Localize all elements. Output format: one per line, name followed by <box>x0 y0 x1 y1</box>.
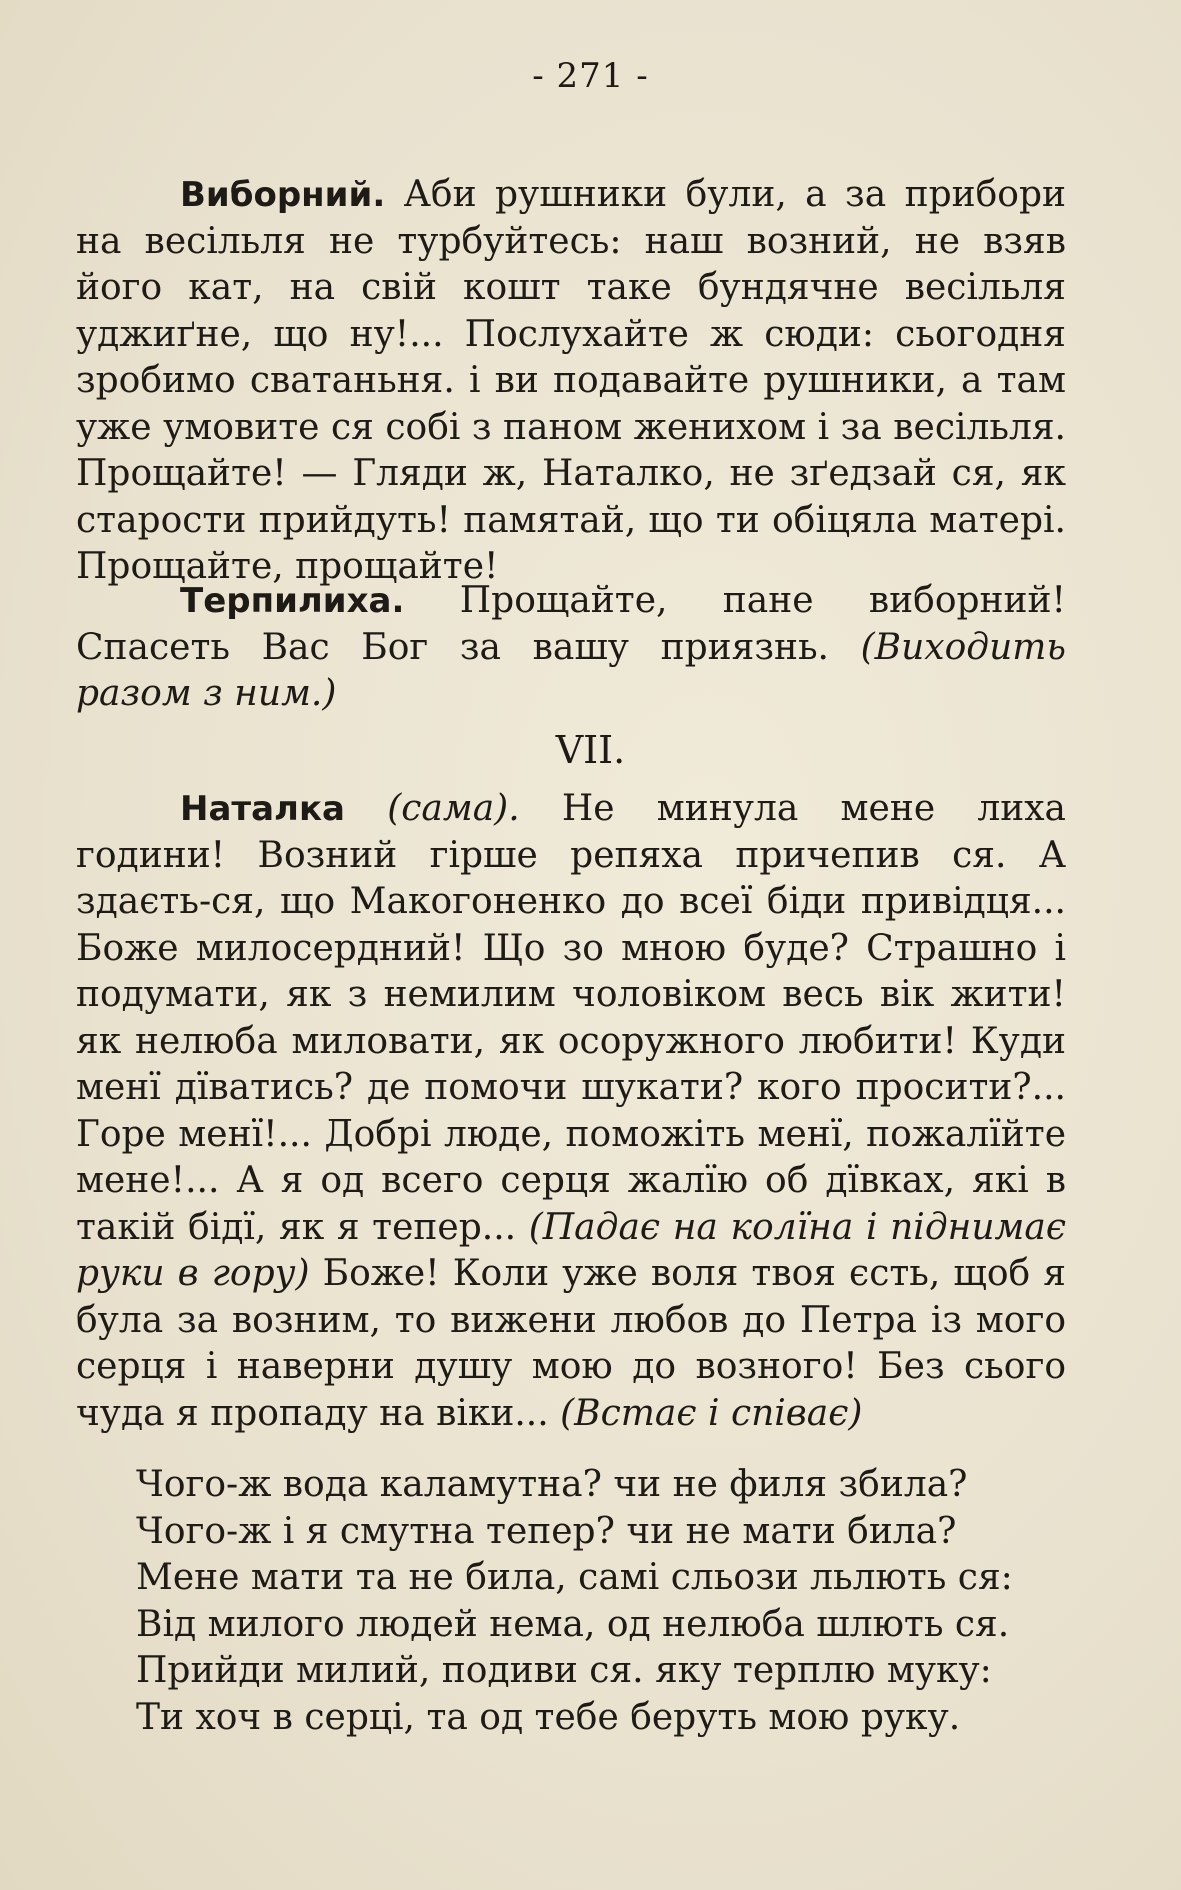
scene-number: VII. <box>555 728 626 772</box>
song-line: Ти хоч в серці, та од тебе беруть мою руку. <box>136 1696 961 1738</box>
song-verse <box>136 1462 1066 1741</box>
speech-text: Боже! Коли уже воля твоя єсть, щоб я була за возним, то вижени любов до Петра із мого серця і наверни душу мою до возного! Без сього чуда я пропаду на віки... <box>76 1253 1067 1434</box>
song-line: Від милого людей нема, од нелюба шлють ся. <box>136 1603 1010 1645</box>
song-line: Чого-ж і я смутна тепер? чи не мати била? <box>136 1510 957 1552</box>
song-line: Прийди милий, подиви ся. яку терплю муку: <box>136 1650 992 1691</box>
speech-terpylykha <box>76 578 1066 718</box>
speech-text: Не минула мене лиха години! Возний гірше репяха причепив ся. А здаєть-ся, що Макогоненко до всеї біди привідця... Боже милосердний! Що зо мною буде? Страшно і подумати, як з немилим чоловіком весь вік жити! як нелюба миловати, як осоружного любити! Куди менї дїватись? де помочи шукати? кого просити?... Горе менї!... Добрі люде, поможіть менї, пожалїйте мене!... А я од всего серця жалїю об дївках, які в такій бідї, як я тепер... <box>76 788 1066 1248</box>
stage-direction: (Встає і співає) <box>560 1392 863 1434</box>
speaker-name: Терпилиха. <box>180 581 405 621</box>
speech-text: Прощайте, пане виборний! Спасеть Вас Бог за вашу приязнь. <box>76 580 1066 668</box>
stage-direction: (Падає на колїна і піднимає руки в гору) <box>76 1206 1067 1294</box>
speaker-name: Виборний. <box>180 175 386 215</box>
song-line: Мене мати та не била, самі сльози льлють ся: <box>136 1557 1013 1598</box>
speech-vybornyi <box>76 172 1066 591</box>
stage-direction: (Виходить разом з ним.) <box>76 626 1066 714</box>
stage-direction: (сама). <box>344 788 520 829</box>
song-line: Чого-ж вода каламутна? чи не филя збила? <box>136 1464 968 1505</box>
page-number: - 271 - <box>532 56 649 96</box>
speech-natalka <box>76 786 1066 1437</box>
speech-text: Аби рушники були, а за прибори на весільля не турбуйтесь: наш возний, не взяв його кат, на свій кошт таке бундячне весільля уджиґне, що ну!... Послухайте ж сюди: сьогодня зробимо сватаньня. і ви подавайте рушники, а там уже умовите ся собі з паном женихом і за весільля. Прощайте! — Гляди ж, Наталко, не зґедзай ся, як старости прийдуть! памятай, що ти обіцяла матері. Прощайте, прощайте! <box>76 174 1066 587</box>
speaker-name: Наталка <box>180 789 345 829</box>
